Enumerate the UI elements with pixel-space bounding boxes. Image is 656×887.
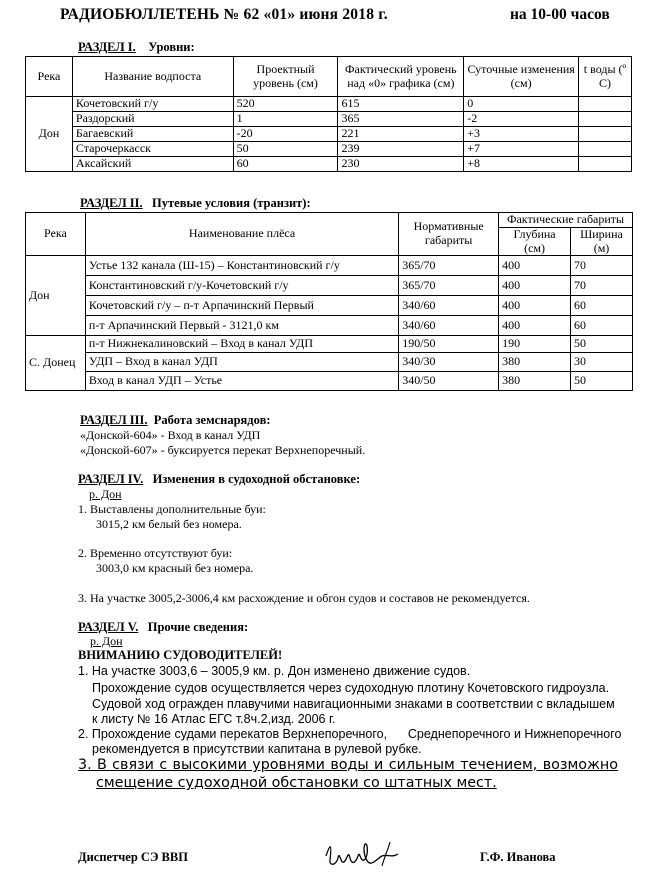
width-cell: 70 bbox=[571, 276, 633, 296]
temp-cell bbox=[579, 97, 632, 112]
dredger-line-2: «Донской-607» - буксируется перекат Верхнепоречный. bbox=[80, 443, 366, 457]
transit-river-cell: С. Донец bbox=[26, 336, 86, 391]
levels-col-post: Название водпоста bbox=[72, 57, 233, 97]
transit-header-row bbox=[26, 213, 633, 228]
fact-cell: 221 bbox=[338, 127, 464, 142]
levels-header-row bbox=[26, 57, 632, 97]
section4-item1-detail: 3015,2 км белый без номера. bbox=[96, 517, 242, 531]
section5-number: РАЗДЕЛ V. bbox=[78, 620, 139, 634]
depth-cell: 380 bbox=[499, 353, 571, 372]
table-row bbox=[26, 296, 633, 316]
transit-col-norm: Нормативные габариты bbox=[399, 213, 499, 256]
levels-col-temp: t воды (º C) bbox=[579, 57, 632, 97]
depth-cell: 400 bbox=[499, 296, 571, 316]
note1-line4: к листу № 16 Атлас ЕГС т.8ч.2,изд. 2006 г. bbox=[92, 712, 336, 726]
levels-col-fact: Фактический уровень над «0» графика (см) bbox=[338, 57, 464, 97]
table-row bbox=[26, 97, 632, 112]
change-cell: +8 bbox=[464, 157, 579, 172]
norm-cell: 340/60 bbox=[399, 296, 499, 316]
depth-cell: 190 bbox=[499, 336, 571, 353]
change-cell: 0 bbox=[464, 97, 579, 112]
fact-cell: 365 bbox=[338, 112, 464, 127]
table-row bbox=[26, 353, 633, 372]
reach-cell: Вход в канал УДП – Устье bbox=[85, 372, 398, 391]
table-row bbox=[26, 112, 632, 127]
temp-cell bbox=[579, 157, 632, 172]
section5-name: Прочие сведения: bbox=[147, 620, 249, 634]
attention-heading: ВНИМАНИЮ СУДОВОДИТЕЛЕЙ! bbox=[78, 648, 283, 662]
depth-cell: 400 bbox=[499, 316, 571, 336]
dispatcher-role: Диспетчер СЭ ВВП bbox=[78, 850, 188, 864]
section5-heading bbox=[78, 620, 248, 635]
post-cell: Аксайский bbox=[72, 157, 233, 172]
transit-col-river: Река bbox=[26, 213, 86, 256]
table-row bbox=[26, 336, 633, 353]
section4-heading bbox=[78, 472, 360, 487]
transit-col-reach: Наименование плёса bbox=[85, 213, 398, 256]
fact-cell: 615 bbox=[338, 97, 464, 112]
section5-river: р. Дон bbox=[90, 634, 123, 648]
section1-number: РАЗДЕЛ I. bbox=[78, 40, 136, 54]
width-cell: 60 bbox=[571, 316, 633, 336]
section4-number: РАЗДЕЛ IV. bbox=[78, 472, 144, 486]
section1-heading bbox=[78, 40, 195, 55]
table-row bbox=[26, 276, 633, 296]
section3-number: РАЗДЕЛ III. bbox=[80, 413, 148, 427]
bulletin-title: РАДИОБЮЛЛЕТЕНЬ № 62 «01» июня 2018 г. bbox=[60, 6, 388, 23]
section2-number: РАЗДЕЛ II. bbox=[80, 196, 143, 210]
section3-name: Работа земснарядов: bbox=[153, 413, 271, 427]
table-row bbox=[26, 372, 633, 391]
note1-line2: Прохождение судов осуществляется через судоходную плотину Кочетовского гидроузла. bbox=[92, 681, 610, 695]
fact-cell: 230 bbox=[338, 157, 464, 172]
proj-cell: 50 bbox=[233, 142, 338, 157]
bulletin-time: на 10-00 часов bbox=[510, 6, 610, 23]
levels-col-proj: Проектный уровень (см) bbox=[233, 57, 338, 97]
change-cell: +7 bbox=[464, 142, 579, 157]
transit-col-fact: Фактические габариты bbox=[499, 213, 633, 228]
reach-cell: п-т Арпачинский Первый - 3121,0 км bbox=[85, 316, 398, 336]
width-cell: 60 bbox=[571, 296, 633, 316]
levels-river-cell: Дон bbox=[26, 97, 73, 172]
post-cell: Старочеркасск bbox=[72, 142, 233, 157]
handwritten-signature bbox=[322, 836, 402, 874]
transit-table bbox=[25, 212, 633, 391]
section4-river: р. Дон bbox=[89, 487, 122, 501]
reach-cell: Устье 132 канала (Ш-15) – Константиновский г/у bbox=[85, 256, 398, 276]
section2-name: Путевые условия (транзит): bbox=[152, 196, 311, 210]
section4-item3: 3. На участке 3005,2-3006,4 км расхождение и обгон судов и составов не рекомендуется. bbox=[78, 591, 530, 605]
levels-table bbox=[25, 56, 632, 172]
section4-item2-detail: 3003,0 км красный без номера. bbox=[96, 561, 254, 575]
temp-cell bbox=[579, 127, 632, 142]
norm-cell: 190/50 bbox=[399, 336, 499, 353]
reach-cell: п-т Нижнекалиновский – Вход в канал УДП bbox=[85, 336, 398, 353]
transit-river-cell: Дон bbox=[26, 256, 86, 336]
proj-cell: -20 bbox=[233, 127, 338, 142]
table-row bbox=[26, 157, 632, 172]
change-cell: +3 bbox=[464, 127, 579, 142]
proj-cell: 520 bbox=[233, 97, 338, 112]
change-cell: -2 bbox=[464, 112, 579, 127]
levels-col-river: Река bbox=[26, 57, 73, 97]
levels-col-change: Суточные изменения (см) bbox=[464, 57, 579, 97]
note2-line1: 2. Прохождение судами перекатов Верхнепоречного, Среднепоречного и Нижнепоречного bbox=[78, 727, 622, 741]
note1-line1: 1. На участке 3003,6 – 3005,9 км. р. Дон изменено движение судов. bbox=[78, 664, 471, 678]
dredger-line-1: «Донской-604» - Вход в канал УДП bbox=[80, 428, 261, 442]
fact-cell: 239 bbox=[338, 142, 464, 157]
section4-name: Изменения в судоходной обстановке: bbox=[152, 472, 361, 486]
note3-line2: смещение судоходной обстановки со штатных мест. bbox=[96, 775, 497, 791]
depth-cell: 380 bbox=[499, 372, 571, 391]
post-cell: Багаевский bbox=[72, 127, 233, 142]
section4-item2: 2. Временно отсутствуют буи: bbox=[78, 546, 233, 560]
reach-cell: Кочетовский г/у – п-т Арпачинский Первый bbox=[85, 296, 398, 316]
proj-cell: 60 bbox=[233, 157, 338, 172]
width-cell: 50 bbox=[571, 372, 633, 391]
norm-cell: 365/70 bbox=[399, 256, 499, 276]
width-cell: 50 bbox=[571, 336, 633, 353]
table-row bbox=[26, 127, 632, 142]
temp-cell bbox=[579, 112, 632, 127]
proj-cell: 1 bbox=[233, 112, 338, 127]
section4-item1: 1. Выставлены дополнительные буи: bbox=[78, 502, 266, 516]
reach-cell: УДП – Вход в канал УДП bbox=[85, 353, 398, 372]
note1-line3: Судовой ход огражден плавучими навигационными знаками в соответствии с вкладышем bbox=[92, 697, 615, 711]
table-row bbox=[26, 316, 633, 336]
norm-cell: 365/70 bbox=[399, 276, 499, 296]
post-cell: Раздорский bbox=[72, 112, 233, 127]
section1-name: Уровни: bbox=[148, 40, 195, 54]
width-cell: 30 bbox=[571, 353, 633, 372]
norm-cell: 340/50 bbox=[399, 372, 499, 391]
width-cell: 70 bbox=[571, 256, 633, 276]
depth-cell: 400 bbox=[499, 256, 571, 276]
table-row bbox=[26, 256, 633, 276]
post-cell: Кочетовский г/у bbox=[72, 97, 233, 112]
note3-line1: 3. В связи с высокими уровнями воды и сильным течением, возможно bbox=[78, 757, 618, 773]
norm-cell: 340/30 bbox=[399, 353, 499, 372]
dispatcher-name: Г.Ф. Иванова bbox=[480, 850, 556, 864]
reach-cell: Константиновский г/у-Кочетовский г/у bbox=[85, 276, 398, 296]
transit-col-depth: Глубина (см) bbox=[499, 227, 571, 256]
table-row bbox=[26, 142, 632, 157]
transit-col-width: Ширина (м) bbox=[571, 227, 633, 256]
note2-line2: рекомендуется в присутствии капитана в рулевой рубке. bbox=[92, 742, 422, 756]
norm-cell: 340/60 bbox=[399, 316, 499, 336]
depth-cell: 400 bbox=[499, 276, 571, 296]
section2-heading bbox=[80, 196, 311, 211]
temp-cell bbox=[579, 142, 632, 157]
section3-heading bbox=[80, 413, 270, 428]
